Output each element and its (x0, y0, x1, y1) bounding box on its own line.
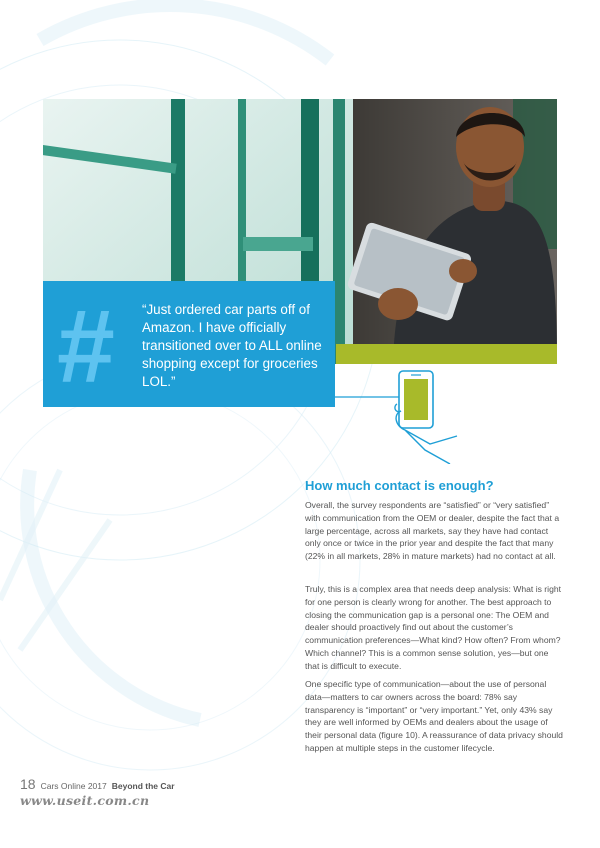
quote-panel (43, 281, 335, 407)
publication-name: Cars Online 2017 (40, 781, 107, 791)
smartphone-icon (395, 371, 457, 464)
body-paragraph-1: Overall, the survey respondents are “satisfied” or “very satisfied” with communication from the OEM or dealer, despite the fact that a large percentage, across all markets, say they have had contact only once or twice in the prior year and despite the fact that many (22% in all markets, 28% in mature markets) had no contact at all. (305, 500, 560, 562)
body-paragraph-2: Truly, this is a complex area that needs deep analysis: What is right for one person is clearly wrong for another. The best approach to closing the communication gap is a personal one: The OEM and dealer should proactively find out about the customer’s communication preferences—What kind? How often? From whom? Which channel? This is a common sense solution, yes—but one that is difficult to execute. (305, 584, 562, 671)
quote-text: “Just ordered car parts off of Amazon. I have officially transitioned over to ALL online shopping except for groceries LOL.” (142, 302, 322, 389)
page-number: 18 (20, 776, 36, 792)
body-paragraph-3: One specific type of communication—about the use of personal data—matters to car owners across the board: 78% say transparency is “important” or “very important.” Yet, only 43% say they are well informed by OEMs and dealers about the usage of their personal data (figure 10). A reassurance of data privacy should happen at multiple steps in the customer lifecycle. (305, 679, 563, 753)
watermark: www.useit.com.cn (20, 793, 150, 808)
hashtag-icon: # (57, 289, 115, 405)
section-heading: How much contact is enough? (305, 478, 494, 493)
phone-connector-graphic (335, 364, 465, 464)
section-name: Beyond the Car (111, 781, 175, 791)
page-footer (20, 776, 175, 792)
lime-accent-band (336, 344, 557, 364)
